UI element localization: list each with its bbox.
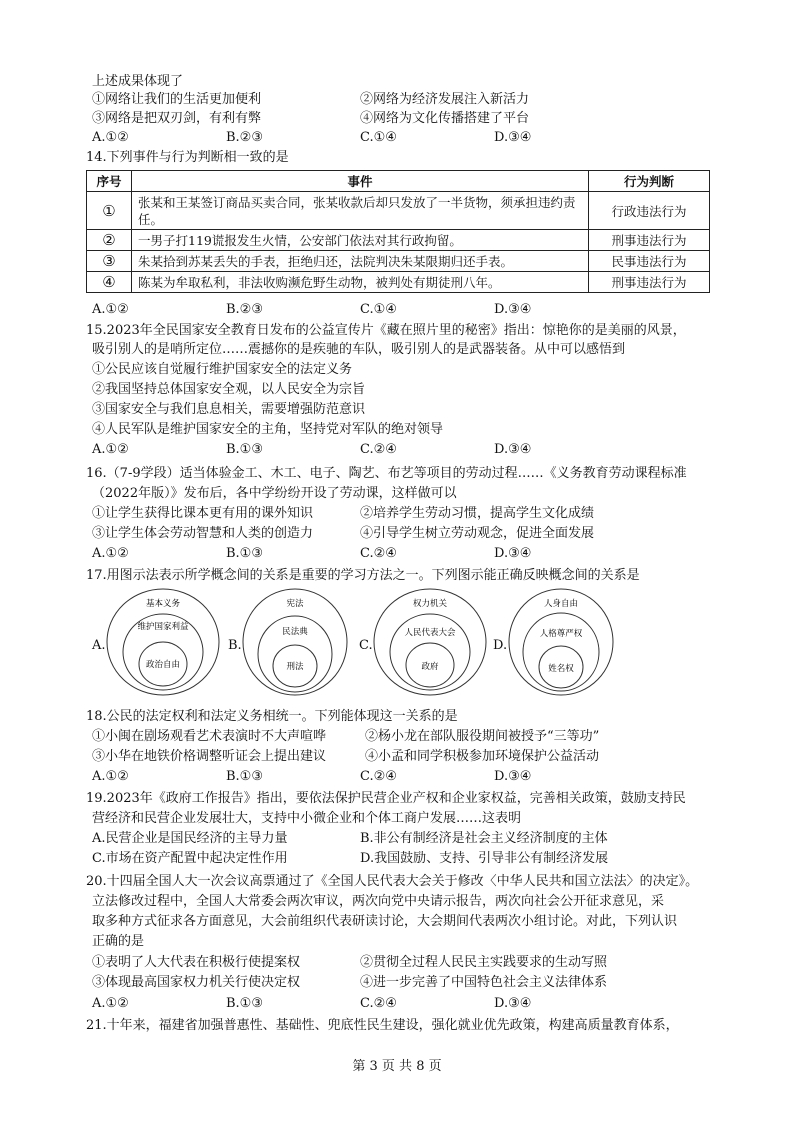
diagram-d-letter: D. (493, 638, 508, 653)
row-number: ④ (87, 272, 132, 293)
q14-stem: 14.下列事件与行为判断相一致的是 (86, 150, 289, 165)
q20-answer-d: D.③④ (494, 996, 532, 1011)
row-judgement: 民事违法行为 (589, 251, 710, 272)
q16-option-4: ④引导学生树立劳动观念，促进全面发展 (360, 526, 595, 541)
q19-stem-line-1: 19.2023年《政府工作报告》指出，要依法保护民营企业产权和企业家权益，完善相关政策，鼓励支持民 (86, 791, 686, 806)
q15-stem-line-1: 15.2023年全民国家安全教育日发布的公益宣传片《藏在照片里的秘密》指出：惊艳你的是美丽的风景， (86, 323, 686, 338)
diagram-c (371, 587, 489, 697)
diagram-b-middle-label: 民法典 (282, 627, 308, 637)
row-event: 陈某为牟取私利，非法收购濒危野生动物，被判处有期徒刑八年。 (132, 272, 589, 293)
diagram-a-middle-label: 维护国家利益 (137, 622, 189, 632)
q18-answer-b: B.①③ (226, 769, 263, 784)
q13-option-3: ③网络是把双刃剑，有利有弊 (92, 111, 262, 126)
q13-option-2: ②网络为经济发展注入新活力 (360, 92, 530, 107)
q15-option-4: ④人民军队是维护国家安全的主角，坚持党对军队的绝对领导 (92, 422, 444, 437)
table-row (87, 192, 710, 230)
q14-answer-c: C.①④ (360, 302, 397, 317)
diagram-a (104, 587, 222, 697)
q18-option-3: ③小华在地铁价格调整听证会上提出建议 (92, 749, 327, 764)
row-judgement: 刑事违法行为 (589, 272, 710, 293)
diagram-b (240, 587, 350, 697)
q18-answer-a: A.①② (92, 769, 129, 784)
q20-stem-line-2: 立法修改过程中，全国人大常委会两次审议，两次向党中央请示报告，两次向社会公开征求意见，采 (92, 894, 665, 909)
q14-table (86, 170, 710, 293)
q20-option-1: ①表明了人大代表在积极行使提案权 (92, 955, 301, 970)
q15-option-2: ②我国坚持总体国家安全观，以人民安全为宗旨 (92, 382, 366, 397)
q20-stem-line-1: 20.十四届全国人大一次会议高票通过了《全国人民代表大会关于修改〈中华人民共和国立法法〉的决定》。 (86, 874, 699, 889)
q15-option-3: ③国家安全与我们息息相关，需要增强防范意识 (92, 402, 366, 417)
q13-answer-c: C.①④ (360, 130, 397, 145)
q16-answer-b: B.①③ (226, 546, 263, 561)
q15-answer-d: D.③④ (494, 442, 532, 457)
q16-answer-a: A.①② (92, 546, 129, 561)
q20-stem-line-3: 取多种方式征求各方面意见，大会前组织代表研读讨论，大会期间代表两次小组讨论。对此，下列认识 (92, 914, 678, 929)
row-number: ③ (87, 251, 132, 272)
q20-answer-c: C.②④ (360, 996, 397, 1011)
diagram-c-inner-label: 政府 (421, 662, 439, 672)
q19-option-b: B.非公有制经济是社会主义经济制度的主体 (360, 831, 608, 846)
q15-answer-b: B.①③ (226, 442, 263, 457)
q13-answer-d: D.③④ (494, 130, 532, 145)
page-number-footer: 第 3 页 共 8 页 (352, 1059, 442, 1074)
q17-stem: 17.用图示法表示所学概念间的关系是重要的学习方法之一。下列图示能正确反映概念间的关系是 (86, 568, 640, 583)
q13-option-4: ④网络为文化传播搭建了平台 (360, 111, 530, 126)
q13-lead: 上述成果体现了 (92, 74, 184, 89)
q21-stem-line-1: 21.十年来，福建省加强普惠性、基础性、兜底性民生建设，强化就业优先政策，构建高质量教育体系， (86, 1018, 679, 1033)
q19-stem-line-2: 营经济和民营企业发展壮大，支持中小微企业和个体工商户发展……这表明 (92, 811, 522, 826)
q15-stem-line-2: 吸引别人的是哨所定位……震撼你的是疾驰的车队，吸引别人的是武器装备。从中可以感悟到 (92, 342, 626, 357)
diagram-d-inner-label: 姓名权 (548, 664, 574, 674)
q20-answer-b: B.①③ (226, 996, 263, 1011)
q16-option-3: ③让学生体会劳动智慧和人类的创造力 (92, 526, 314, 541)
diagram-c-letter: C. (359, 638, 373, 653)
diagram-c-outer-label: 权力机关 (412, 599, 448, 609)
diagram-b-outer-label: 宪法 (286, 599, 304, 609)
diagram-d-outer-label: 人身自由 (543, 599, 579, 609)
diagram-a-outer-label: 基本义务 (145, 599, 181, 609)
q16-answer-c: C.②④ (360, 546, 397, 561)
q16-option-2: ②培养学生劳动习惯，提高学生文化成绩 (360, 506, 595, 521)
diagram-a-letter: A. (92, 638, 106, 653)
row-event: 朱某拾到苏某丢失的手表，拒绝归还，法院判决朱某限期归还手表。 (132, 251, 589, 272)
table-row (87, 251, 710, 272)
q16-stem-line-2: （2022年版）》发布后，各中学纷纷开设了劳动课，这样做可以 (92, 486, 457, 501)
diagram-a-inner-label: 政治自由 (145, 660, 181, 670)
q16-stem-line-1: 16.（7-9学段）适当体验金工、木工、电子、陶艺、布艺等项目的劳动过程……《义务教育劳动课程标准 (86, 466, 687, 481)
row-number: ① (87, 192, 132, 230)
q18-option-4: ④小孟和同学积极参加环境保护公益活动 (365, 749, 600, 764)
q13-answer-a: A.①② (92, 130, 129, 145)
q20-stem-line-4: 正确的是 (92, 934, 145, 949)
q20-option-3: ③体现最高国家权力机关行使决定权 (92, 975, 301, 990)
q18-stem: 18.公民的法定权利和法定义务相统一。下列能体现这一关系的是 (86, 709, 458, 724)
q13-answer-b: B.②③ (226, 130, 263, 145)
q14-answer-b: B.②③ (226, 302, 263, 317)
row-judgement: 行政违法行为 (589, 192, 710, 230)
q14-answer-d: D.③④ (494, 302, 532, 317)
table-header-row (87, 171, 710, 192)
q20-option-4: ④进一步完善了中国特色社会主义法律体系 (360, 975, 608, 990)
q16-option-1: ①让学生获得比课本更有用的课外知识 (92, 506, 314, 521)
diagram-c-middle-label: 人民代表大会 (404, 628, 456, 638)
q18-option-1: ①小闽在剧场观看艺术表演时不大声喧哗 (92, 729, 327, 744)
q19-option-a: A.民营企业是国民经济的主导力量 (92, 831, 288, 846)
q16-answer-d: D.③④ (494, 546, 532, 561)
header-judgement: 行为判断 (589, 171, 710, 192)
diagram-d (506, 587, 616, 697)
q13-option-1: ①网络让我们的生活更加便利 (92, 92, 262, 107)
table-row (87, 272, 710, 293)
q15-answer-a: A.①② (92, 442, 129, 457)
q19-option-d: D.我国鼓励、支持、引导非公有制经济发展 (360, 851, 609, 866)
row-event: 一男子打119谎报发生火情，公安部门依法对其行政拘留。 (132, 230, 589, 251)
row-judgement: 刑事违法行为 (589, 230, 710, 251)
q15-option-1: ①公民应该自觉履行维护国家安全的法定义务 (92, 362, 353, 377)
table-row (87, 230, 710, 251)
row-number: ② (87, 230, 132, 251)
q18-answer-c: C.②④ (360, 769, 397, 784)
q19-option-c: C.市场在资产配置中起决定性作用 (92, 851, 288, 866)
q14-answer-a: A.①② (92, 302, 129, 317)
header-event: 事件 (132, 171, 589, 192)
row-event: 张某和王某签订商品买卖合同，张某收款后却只发放了一半货物，须承担违约责任。 (132, 192, 589, 230)
q20-option-2: ②贯彻全过程人民民主实践要求的生动写照 (360, 955, 608, 970)
diagram-b-letter: B. (228, 638, 242, 653)
diagram-d-middle-label: 人格尊严权 (539, 629, 583, 639)
q18-answer-d: D.③④ (494, 769, 532, 784)
diagram-b-inner-label: 刑法 (286, 662, 304, 672)
q20-answer-a: A.①② (92, 996, 129, 1011)
q18-option-2: ②杨小龙在部队服役期间被授予“三等功” (365, 729, 600, 744)
header-number: 序号 (87, 171, 132, 192)
q15-answer-c: C.②④ (360, 442, 397, 457)
